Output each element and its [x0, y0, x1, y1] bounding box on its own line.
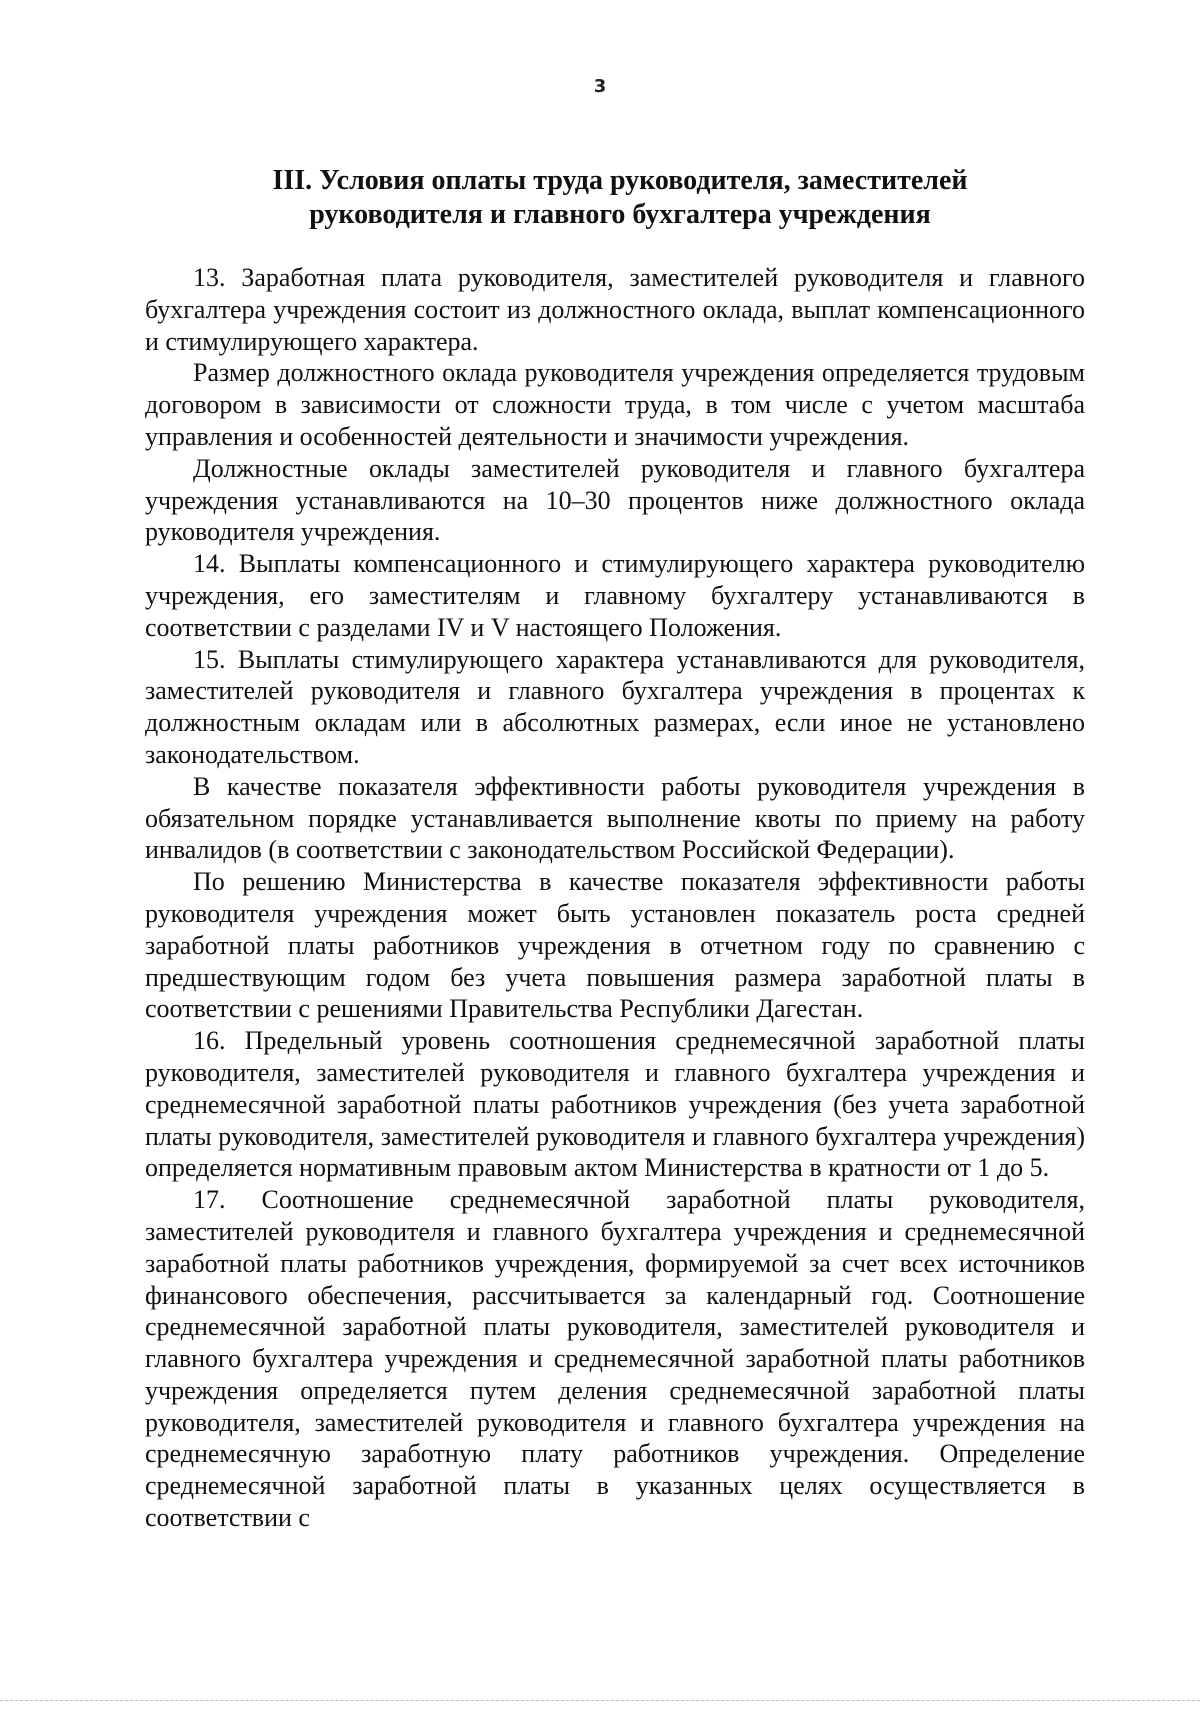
- paragraph-15-disability-quota: В качестве показателя эффективности работы руководителя учреждения в обязательном порядке устанавливается выполнение квоты по приему на работу инвалидов (в соответствии с законодательством Российской Федерации).: [145, 771, 1085, 865]
- paragraph-17: 17. Соотношение среднемесячной заработной платы руководителя, заместителей руководителя и главного бухгалтера учреждения и среднемесячной заработной платы работников учреждения, формируемой за счет всех источников финансового обеспечения, рассчитывается за календарный год. Соотношение среднемесячной заработной платы руководителя, заместителей руководителя и главного бухгалтера учреждения и среднемесячной заработной платы работников учреждения определяется путем деления среднемесячной заработной платы руководителя, заместителей руководителя и главного бухгалтера учреждения на среднемесячную заработную плату работников учреждения. Определение среднемесячной заработной платы в указанных целях осуществляется в соответствии с: [145, 1185, 1085, 1533]
- section-title-line-2: руководителя и главного бухгалтера учреждения: [309, 199, 931, 230]
- paragraph-13-salary-size: Размер должностного оклада руководителя учреждения определяется трудовым договором в зависимости от сложности труда, в том числе с учетом масштаба управления и особенностей деятельности и значимости учреждения.: [145, 358, 1085, 451]
- paragraph-16: 16. Предельный уровень соотношения среднемесячной заработной платы руководителя, заместителей руководителя и главного бухгалтера учреждения и среднемесячной заработной платы работников учреждения (без учета заработной платы руководителя, заместителей руководителя и главного бухгалтера учреждения) определяется нормативным правовым актом Министерства в кратности от 1 до 5.: [145, 1026, 1085, 1183]
- paragraph-15-ministry-decision: По решению Министерства в качестве показателя эффективности работы руководителя учреждения может быть установлен показатель роста средней заработной платы работников учреждения в отчетном году по сравнению с предшествующим годом без учета повышения размера заработной платы в соответствии с решениями Правительства Республики Дагестан.: [145, 867, 1085, 1024]
- section-title: [160, 164, 1080, 232]
- section-title-line-1: III. Условия оплаты труда руководителя, заместителей: [272, 165, 968, 196]
- document-body: [145, 262, 1085, 1534]
- paragraph-15: 15. Выплаты стимулирующего характера устанавливаются для руководителя, заместителей руководителя и главного бухгалтера учреждения в процентах к должностным окладам или в абсолютных размерах, если иное не установлено законодательством.: [145, 644, 1085, 769]
- scan-edge-line: [0, 1700, 1200, 1701]
- paragraph-13: 13. Заработная плата руководителя, заместителей руководителя и главного бухгалтера учреждения состоит из должностного оклада, выплат компенсационного и стимулирующего характера.: [145, 263, 1085, 356]
- page-number: 3: [593, 76, 607, 97]
- paragraph-13-deputy-salaries: Должностные оклады заместителей руководителя и главного бухгалтера учреждения устанавливаются на 10–30 процентов ниже должностного оклада руководителя учреждения.: [145, 453, 1085, 547]
- paragraph-14: 14. Выплаты компенсационного и стимулирующего характера руководителю учреждения, его заместителям и главному бухгалтеру устанавливаются в соответствии с разделами IV и V настоящего Положения.: [145, 549, 1085, 642]
